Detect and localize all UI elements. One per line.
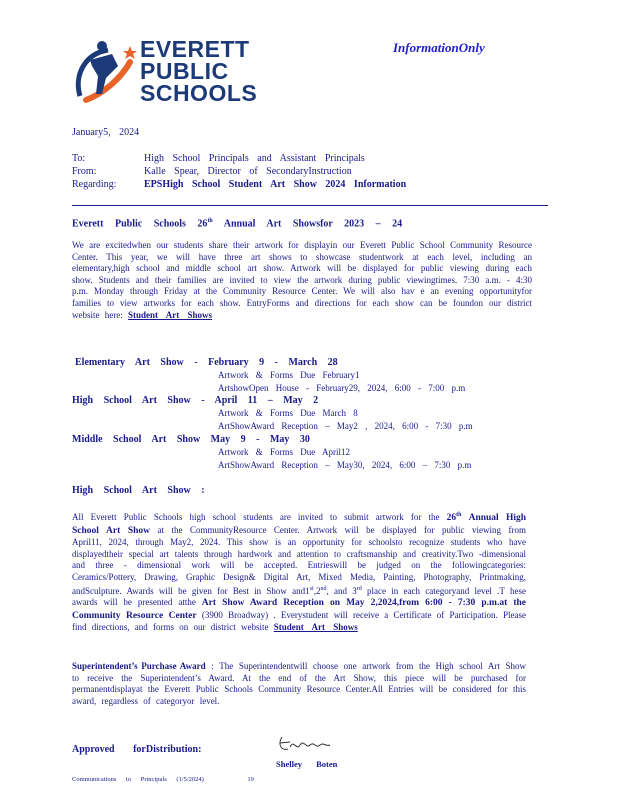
footer-left: Communications to Principals (1/5/2024): [72, 776, 204, 783]
information-only-label: InformationOnly: [393, 40, 485, 55]
student-art-shows-link[interactable]: Student Art Shows: [127, 309, 213, 320]
memo-regarding-label: Regarding:: [72, 179, 117, 190]
middle-school-show-heading: Middle School Art Show May 9 - May 30: [72, 434, 310, 445]
memo-regarding: [72, 178, 406, 191]
elementary-show-heading: Elementary Art Show - February 9 - March 28: [75, 357, 338, 368]
header-divider: [72, 205, 548, 206]
hs-section-paragraph: All Everett Public Schools high school students are invited to submit artwork for the 26th Annual High School Art Show at the CommunityResource Center. Artwork will be displayed for public viewing from April11, 2024, through May2, 2024. This show is an opportunity for schoolsto recognize students who have displayedtheir special art talents through hardwork and attention to craftsmanship and creativity.Two -dimensional and three - dimensional work will be accepted. Entrieswill be judged on the followingcategories: Ceramics/Pottery, Drawing, Graphic Design& Digital Art, Mixed Media, Painting, Photography, Printmaking, andSculpture. Awards will be given for Best in Show and1st,2nd, and 3rd place in each categoryand level .T hese awards will be presented atthe Art Show Award Reception on May 2,2024,from 6:00 - 7:30 p.m.at the Community Resource Center (3900 Broadway) . Everystudent will receive a Certificate of Participation. Please find directions, and forms on our district website Student Art Shows: [72, 512, 527, 633]
signer-name: Shelley Boten: [276, 759, 338, 769]
memo-to-label: To:: [72, 153, 86, 164]
intro-paragraph: We are excitedwhen our students share their artwork for displayin our Everett Public School Community Resource Center. This year, we will have three art shows to showcase studentwork at each level, including an elementary,high school and middle school art show. Artwork will be displayed for public viewing during each show. Students and their families are invited to view the artwork during public viewingtimes. 7:30 a.m. - 4:30 p.m. Monday through Friday at the Community Resource Center. We will also hav e an evening opportunityfor families to view artworks for each show. EntryForms and directions for each show can be foundon our district website here: Student Art Shows: [72, 240, 532, 320]
memo-date: January5, 2024: [72, 127, 140, 138]
purchase-award-paragraph: Superintendent’s Purchase Award : The Superintendentwill choose one artwork from the High school Art Show to receive the Superintendent’s Award. At the end of the Art Show, this piece will be purchased for permanentdisplayat the Everett Public Schools Community Resource Center.All Entries will be considered for this award, regardless of categoryor level.: [72, 661, 526, 706]
memo-to-value: High School Principals and Assistant Principals: [144, 153, 365, 164]
student-art-shows-link[interactable]: Student Art Shows: [273, 622, 358, 633]
memo-to: [72, 152, 365, 165]
eps-logo: [72, 36, 262, 110]
memo-from-label: From:: [72, 166, 97, 177]
footer: [72, 776, 254, 783]
memo-from: [72, 165, 352, 178]
approved-for-distribution: Approved forDistribution:: [72, 744, 202, 755]
memo-regarding-value: EPSHigh School Student Art Show 2024 Information: [144, 179, 407, 190]
eps-logo-mark: [72, 36, 142, 110]
hs-section-title: High School Art Show :: [72, 485, 205, 496]
logo-wordmark: EVERETT PUBLIC SCHOOLS: [140, 36, 258, 106]
signature-image: [276, 733, 332, 755]
high-school-show-heading: High School Art Show - April 11 – May 2: [72, 395, 319, 406]
page-number: 19: [247, 776, 254, 783]
memo-from-value: Kalle Spear, Director of SecondaryInstruction: [144, 166, 352, 177]
page-heading: Everett Public Schools 26th Annual Art Showsfor 2023 – 24: [72, 218, 403, 230]
